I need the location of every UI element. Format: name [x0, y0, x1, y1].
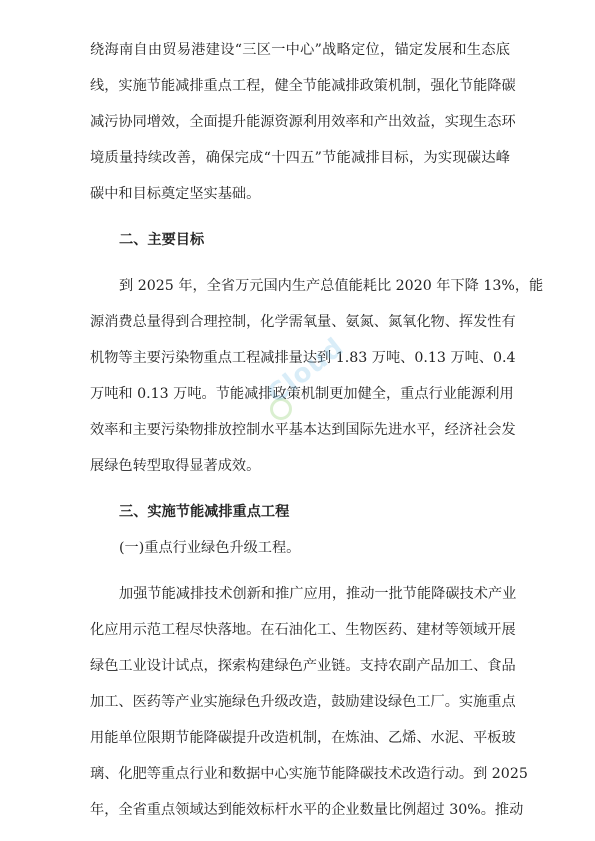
para1-line: 绕海南自由贸易港建设“三区一中心”战略定位，锚定发展和生态底	[90, 42, 510, 58]
para3-line: 加强节能减排技术创新和推广应用，推动一批节能降碳技术产业	[119, 586, 517, 602]
para1-line: 减污协同增效，全面提升能源资源利用效率和产出效益，实现生态环	[90, 114, 516, 130]
para2-line: 万吨和 0.13 万吨。节能减排政策机制更加健全，重点行业能源利用	[90, 386, 514, 402]
para3-line: 璃、化肥等重点行业和数据中心实施节能降碳技术改造行动。到 2025	[90, 766, 528, 782]
para2-line: 效率和主要污染物排放控制水平基本达到国际先进水平，经济社会发	[90, 422, 516, 438]
watermark: Cloud	[262, 332, 350, 410]
para2-line: 展绿色转型取得显著成效。	[90, 458, 261, 474]
para2-line: 源消费总量得到合理控制，化学需氧量、氨氮、氮氧化物、挥发性有	[90, 314, 516, 330]
watermark-logo-icon	[270, 398, 292, 420]
para3-line: 用能单位限期节能降碳提升改造机制，在炼油、乙烯、水泥、平板玻	[90, 730, 516, 746]
para3-line: 绿色工业设计试点，探索构建绿色产业链。支持农副产品加工、食品	[90, 658, 516, 674]
subsection-title: (一)重点行业绿色升级工程。	[119, 540, 301, 556]
para3-line: 加工、医药等产业实施绿色升级改造，鼓励建设绿色工厂。实施重点	[90, 694, 516, 710]
para1-line: 碳中和目标奠定坚实基础。	[90, 186, 261, 202]
section-heading-goals: 二、主要目标	[119, 232, 205, 248]
para3-line: 年，全省重点领域达到能效标杆水平的企业数量比例超过 30%。推动	[90, 802, 524, 818]
section-heading-projects: 三、实施节能减排重点工程	[119, 504, 290, 520]
para1-line: 线，实施节能减排重点工程，健全节能减排政策机制，强化节能降碳	[90, 78, 516, 94]
para2-line: 到 2025 年，全省万元国内生产总值能耗比 2020 年下降 13%，能	[119, 278, 544, 294]
para2-line: 机物等主要污染物重点工程减排量达到 1.83 万吨、0.13 万吨、0.4	[90, 350, 516, 366]
para3-line: 化应用示范工程尽快落地。在石油化工、生物医药、建材等领域开展	[90, 622, 516, 638]
para1-line: 境质量持续改善，确保完成“十四五”节能减排目标，为实现碳达峰	[90, 150, 510, 166]
